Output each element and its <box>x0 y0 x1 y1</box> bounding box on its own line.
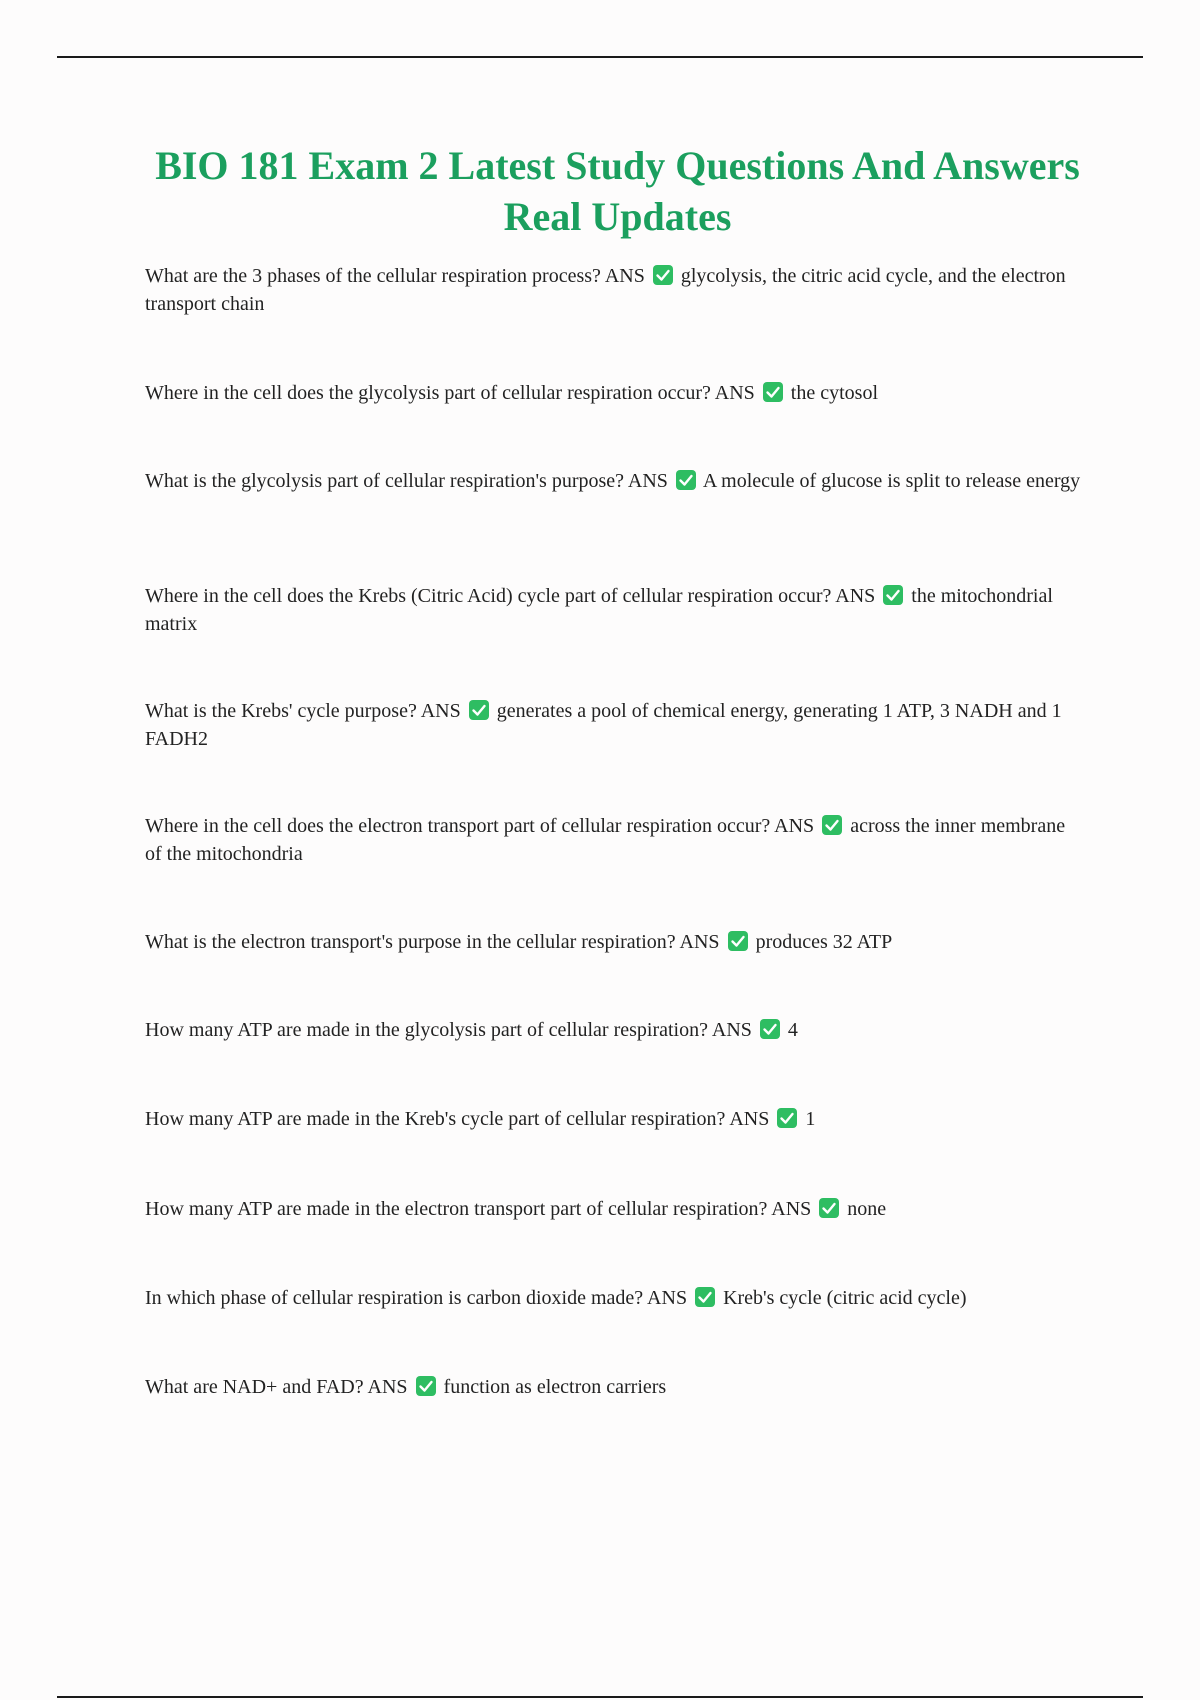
question-text: How many ATP are made in the electron transport part of cellular respiration? ANS <box>145 1198 812 1220</box>
answer-text: the mitochondrial matrix <box>145 585 1053 635</box>
answer-text: glycolysis, the citric acid cycle, and the electron transport chain <box>145 265 1066 315</box>
qa-item-10 <box>145 1195 1085 1223</box>
question-text: What is the electron transport's purpose in the cellular respiration? ANS <box>145 931 720 953</box>
check-box-icon <box>819 1198 839 1218</box>
answer-text: 4 <box>787 1019 798 1041</box>
answer-text: across the inner membrane of the mitochondria <box>145 815 1066 865</box>
check-box-icon <box>728 931 748 951</box>
answer-text: generates a pool of chemical energy, generating 1 ATP, 3 NADH and 1 FADH2 <box>145 700 1062 750</box>
check-box-icon <box>760 1019 780 1039</box>
document-title: BIO 181 Exam 2 Latest Study Questions And Answers Real Updates <box>155 143 1080 239</box>
top-rule <box>57 56 1143 58</box>
qa-item-5 <box>145 697 1085 753</box>
question-text: Where in the cell does the glycolysis part of cellular respiration occur? ANS <box>145 382 755 404</box>
question-text: What is the glycolysis part of cellular respiration's purpose? ANS <box>145 470 668 492</box>
check-box-icon <box>883 585 903 605</box>
qa-item-6 <box>145 812 1085 868</box>
qa-item-9 <box>145 1105 1085 1133</box>
answer-text: produces 32 ATP <box>755 931 893 953</box>
qa-item-2 <box>145 379 1085 407</box>
check-box-icon <box>822 815 842 835</box>
question-text: What is the Krebs' cycle purpose? ANS <box>145 700 461 722</box>
check-box-icon <box>676 470 696 490</box>
question-text: Where in the cell does the electron transport part of cellular respiration occur? ANS <box>145 815 815 837</box>
qa-item-4 <box>145 582 1085 638</box>
qa-item-1 <box>145 262 1085 318</box>
check-box-icon <box>777 1108 797 1128</box>
question-text: How many ATP are made in the Kreb's cycle part of cellular respiration? ANS <box>145 1108 770 1130</box>
qa-item-3 <box>145 467 1085 495</box>
question-text: What are the 3 phases of the cellular respiration process? ANS <box>145 265 645 287</box>
question-text: How many ATP are made in the glycolysis part of cellular respiration? ANS <box>145 1019 752 1041</box>
answer-text: function as electron carriers <box>443 1376 667 1398</box>
qa-item-11 <box>145 1284 1085 1312</box>
question-text: Where in the cell does the Krebs (Citric Acid) cycle part of cellular respiration occur? ANS <box>145 585 876 607</box>
qa-item-7 <box>145 928 1085 956</box>
check-box-icon <box>763 382 783 402</box>
answer-text: 1 <box>805 1108 816 1130</box>
qa-item-12 <box>145 1373 1085 1401</box>
check-box-icon <box>469 700 489 720</box>
bottom-rule <box>57 1696 1143 1698</box>
answer-text: A molecule of glucose is split to release energy <box>702 470 1081 492</box>
answer-text: none <box>847 1198 887 1220</box>
check-box-icon <box>695 1287 715 1307</box>
question-text: What are NAD+ and FAD? ANS <box>145 1376 408 1398</box>
question-text: In which phase of cellular respiration is carbon dioxide made? ANS <box>145 1287 688 1309</box>
answer-text: the cytosol <box>790 382 879 404</box>
check-box-icon <box>416 1376 436 1396</box>
answer-text: Kreb's cycle (citric acid cycle) <box>723 1287 967 1309</box>
check-box-icon <box>653 265 673 285</box>
qa-item-8 <box>145 1016 1085 1044</box>
